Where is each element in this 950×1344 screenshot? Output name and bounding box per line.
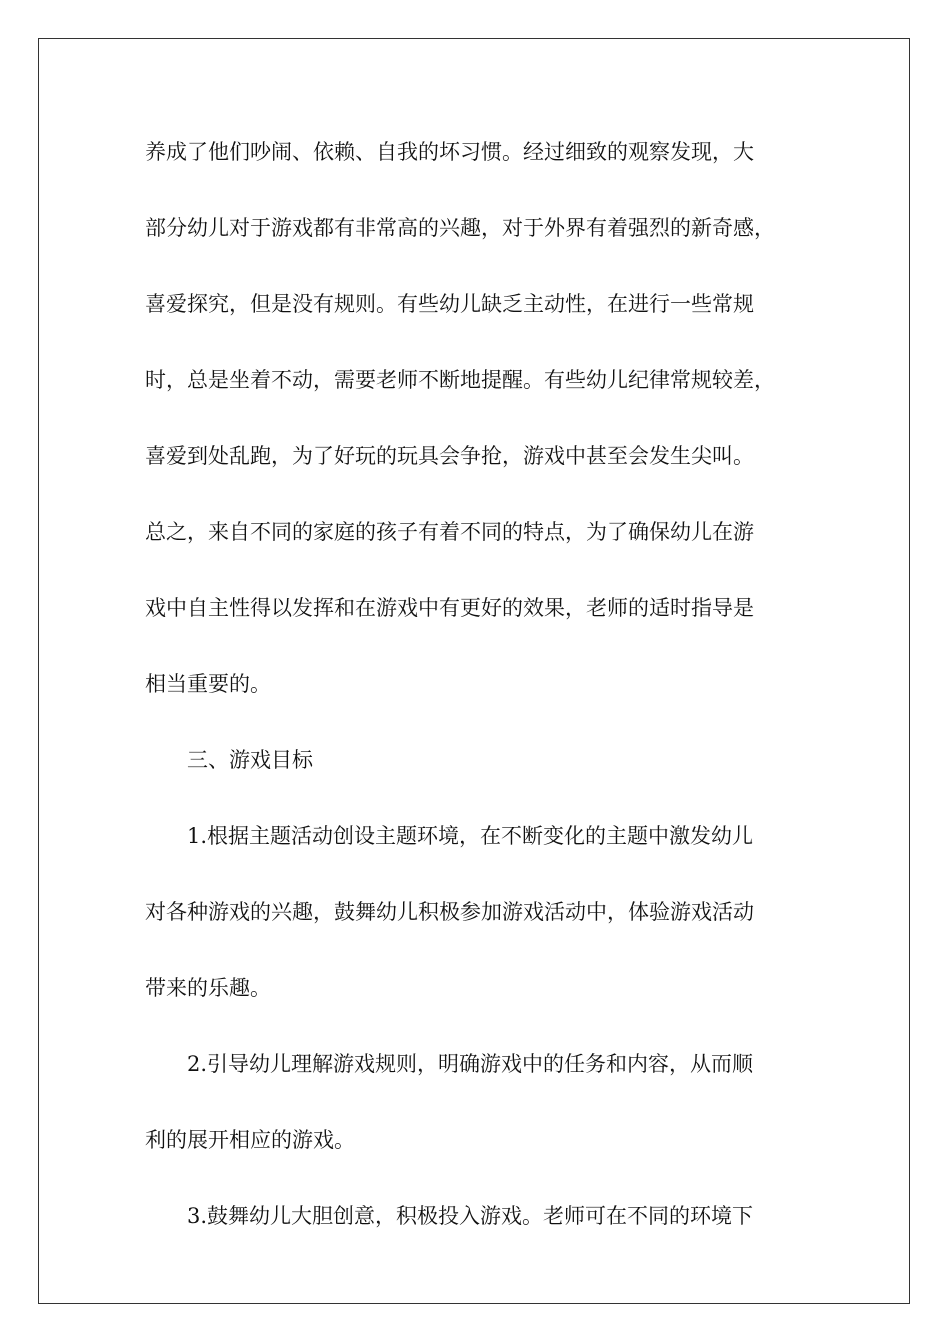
section-heading: 三、游戏目标 [187,748,313,772]
text-line: 时，总是坐着不动，需要老师不断地提醒。有些幼儿纪律常规较差， [145,368,775,392]
text-line: 带来的乐趣。 [145,976,271,1000]
text-line: 养成了他们吵闹、依赖、自我的坏习惯。经过细致的观察发现，大 [145,140,754,164]
text-line: 部分幼儿对于游戏都有非常高的兴趣，对于外界有着强烈的新奇感， [145,216,775,240]
text-line: 总之，来自不同的家庭的孩子有着不同的特点，为了确保幼儿在游 [145,520,754,544]
list-item-2: 2.引导幼儿理解游戏规则，明确游戏中的任务和内容，从而顺 [187,1052,754,1076]
text-line: 喜爱探究，但是没有规则。有些幼儿缺乏主动性，在进行一些常规 [145,292,754,316]
text-line: 戏中自主性得以发挥和在游戏中有更好的效果，老师的适时指导是 [145,596,754,620]
text-line: 对各种游戏的兴趣，鼓舞幼儿积极参加游戏活动中，体验游戏活动 [145,900,754,924]
text-line: 喜爱到处乱跑，为了好玩的玩具会争抢，游戏中甚至会发生尖叫。 [145,444,754,468]
text-line: 相当重要的。 [145,672,271,696]
text-line: 利的展开相应的游戏。 [145,1128,355,1152]
document-body [145,133,805,1235]
list-item-3: 3.鼓舞幼儿大胆创意，积极投入游戏。老师可在不同的环境下 [187,1204,754,1228]
list-item-1: 1.根据主题活动创设主题环境，在不断变化的主题中激发幼儿 [187,824,754,848]
